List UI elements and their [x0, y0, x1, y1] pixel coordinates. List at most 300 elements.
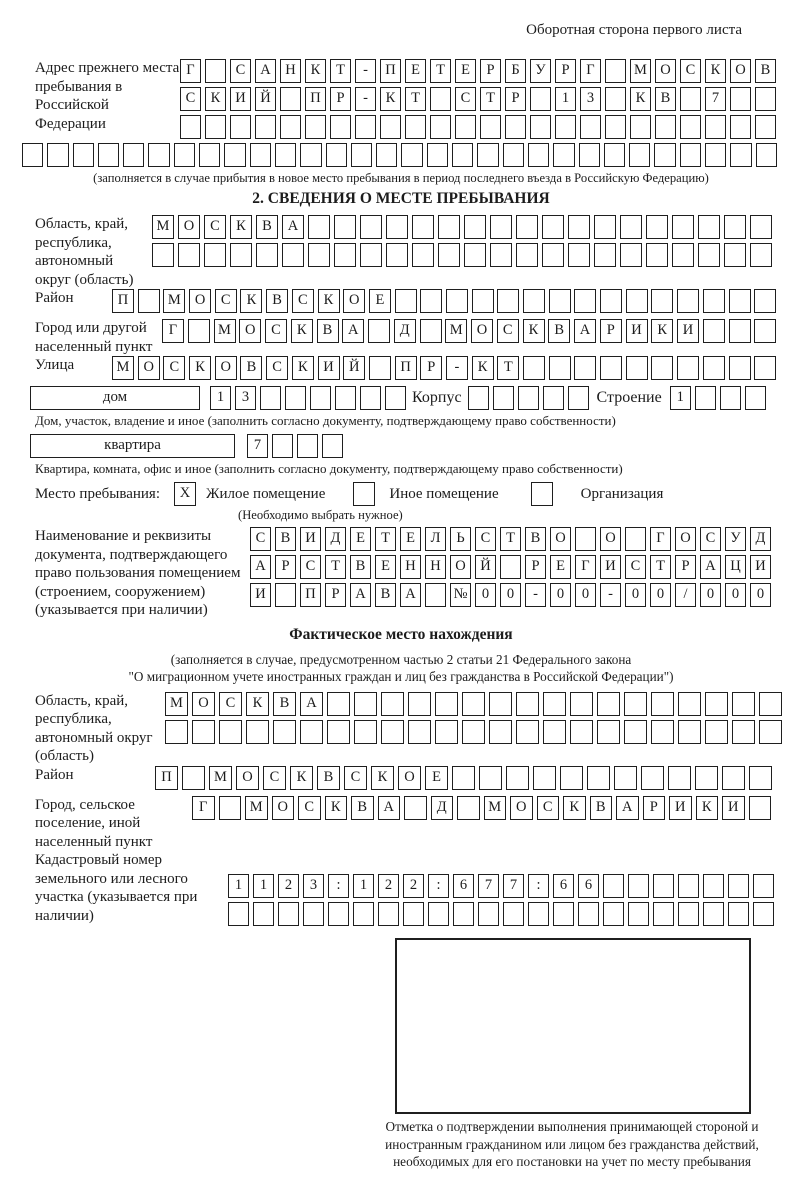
char-cell[interactable]: [653, 902, 674, 926]
char-cell[interactable]: [478, 902, 499, 926]
char-cell[interactable]: 3: [235, 386, 256, 410]
char-cell[interactable]: О: [189, 289, 211, 313]
char-cell[interactable]: [574, 356, 596, 380]
char-cell[interactable]: А: [255, 59, 276, 83]
char-cell[interactable]: О: [471, 319, 493, 343]
char-cell[interactable]: [165, 720, 188, 744]
char-cell[interactable]: [380, 115, 401, 139]
char-cell[interactable]: [462, 720, 485, 744]
char-cell[interactable]: К: [630, 87, 651, 111]
char-cell[interactable]: [516, 215, 538, 239]
char-cell[interactable]: 0: [500, 583, 521, 607]
char-cell[interactable]: [174, 143, 195, 167]
char-cell[interactable]: [646, 215, 668, 239]
char-cell[interactable]: [703, 319, 725, 343]
char-cell[interactable]: [278, 902, 299, 926]
char-cell[interactable]: [528, 902, 549, 926]
char-cell[interactable]: [490, 215, 512, 239]
char-cell[interactable]: 0: [475, 583, 496, 607]
char-cell[interactable]: Т: [405, 87, 426, 111]
char-cell[interactable]: К: [380, 87, 401, 111]
char-cell[interactable]: [275, 143, 296, 167]
char-cell[interactable]: В: [266, 289, 288, 313]
char-cell[interactable]: [489, 720, 512, 744]
char-cell[interactable]: [479, 766, 502, 790]
char-cell[interactable]: [178, 243, 200, 267]
char-cell[interactable]: С: [265, 319, 287, 343]
char-cell[interactable]: А: [250, 555, 271, 579]
char-cell[interactable]: О: [236, 766, 259, 790]
char-cell[interactable]: Й: [343, 356, 365, 380]
char-cell[interactable]: [753, 874, 774, 898]
char-cell[interactable]: [605, 59, 626, 83]
char-cell[interactable]: [732, 692, 755, 716]
char-cell[interactable]: [543, 692, 566, 716]
char-cell[interactable]: [750, 215, 772, 239]
char-cell[interactable]: 2: [403, 874, 424, 898]
char-cell[interactable]: [680, 115, 701, 139]
char-cell[interactable]: Р: [555, 59, 576, 83]
char-cell[interactable]: [430, 115, 451, 139]
char-cell[interactable]: Т: [330, 59, 351, 83]
char-cell[interactable]: И: [230, 87, 251, 111]
char-cell[interactable]: 3: [580, 87, 601, 111]
char-cell[interactable]: [230, 115, 251, 139]
char-cell[interactable]: [703, 289, 725, 313]
stay-type-checkbox-residential[interactable]: X: [174, 482, 196, 506]
char-cell[interactable]: [497, 289, 519, 313]
char-cell[interactable]: [199, 143, 220, 167]
char-cell[interactable]: [260, 386, 281, 410]
char-cell[interactable]: П: [380, 59, 401, 83]
char-cell[interactable]: [516, 720, 539, 744]
char-cell[interactable]: 6: [578, 874, 599, 898]
char-cell[interactable]: [750, 243, 772, 267]
char-cell[interactable]: 0: [700, 583, 721, 607]
char-cell[interactable]: [756, 143, 777, 167]
char-cell[interactable]: С: [680, 59, 701, 83]
char-cell[interactable]: [446, 289, 468, 313]
char-cell[interactable]: [578, 902, 599, 926]
char-cell[interactable]: 7: [247, 434, 268, 458]
char-cell[interactable]: С: [625, 555, 646, 579]
char-cell[interactable]: [553, 143, 574, 167]
char-cell[interactable]: [123, 143, 144, 167]
char-cell[interactable]: [310, 386, 331, 410]
char-cell[interactable]: О: [730, 59, 751, 83]
char-cell[interactable]: О: [510, 796, 533, 820]
char-cell[interactable]: [205, 115, 226, 139]
char-cell[interactable]: [678, 692, 701, 716]
char-cell[interactable]: С: [250, 527, 271, 551]
char-cell[interactable]: [620, 243, 642, 267]
char-cell[interactable]: [500, 555, 521, 579]
char-cell[interactable]: [555, 115, 576, 139]
char-cell[interactable]: С: [219, 692, 242, 716]
char-cell[interactable]: 7: [503, 874, 524, 898]
char-cell[interactable]: [600, 356, 622, 380]
char-cell[interactable]: [403, 902, 424, 926]
char-cell[interactable]: В: [256, 215, 278, 239]
char-cell[interactable]: [308, 215, 330, 239]
char-cell[interactable]: 0: [625, 583, 646, 607]
char-cell[interactable]: О: [272, 796, 295, 820]
char-cell[interactable]: [568, 215, 590, 239]
char-cell[interactable]: [570, 692, 593, 716]
char-cell[interactable]: И: [722, 796, 745, 820]
char-cell[interactable]: С: [163, 356, 185, 380]
char-cell[interactable]: [651, 289, 673, 313]
char-cell[interactable]: -: [525, 583, 546, 607]
char-cell[interactable]: [405, 115, 426, 139]
char-cell[interactable]: В: [317, 319, 339, 343]
char-cell[interactable]: [625, 527, 646, 551]
char-cell[interactable]: [425, 583, 446, 607]
char-cell[interactable]: [730, 143, 751, 167]
char-cell[interactable]: [523, 356, 545, 380]
char-cell[interactable]: Й: [475, 555, 496, 579]
char-cell[interactable]: С: [263, 766, 286, 790]
char-cell[interactable]: Д: [750, 527, 771, 551]
char-cell[interactable]: [755, 87, 776, 111]
char-cell[interactable]: [386, 243, 408, 267]
char-cell[interactable]: [568, 243, 590, 267]
char-cell[interactable]: В: [351, 796, 374, 820]
char-cell[interactable]: [655, 115, 676, 139]
char-cell[interactable]: [472, 289, 494, 313]
char-cell[interactable]: [255, 115, 276, 139]
char-cell[interactable]: 7: [478, 874, 499, 898]
char-cell[interactable]: -: [355, 87, 376, 111]
char-cell[interactable]: [672, 215, 694, 239]
char-cell[interactable]: -: [446, 356, 468, 380]
char-cell[interactable]: [322, 434, 343, 458]
char-cell[interactable]: М: [214, 319, 236, 343]
char-cell[interactable]: М: [630, 59, 651, 83]
char-cell[interactable]: Ц: [725, 555, 746, 579]
char-cell[interactable]: Т: [500, 527, 521, 551]
char-cell[interactable]: М: [484, 796, 507, 820]
char-cell[interactable]: Е: [425, 766, 448, 790]
char-cell[interactable]: И: [600, 555, 621, 579]
char-cell[interactable]: [732, 720, 755, 744]
char-cell[interactable]: [604, 143, 625, 167]
char-cell[interactable]: Р: [480, 59, 501, 83]
char-cell[interactable]: [219, 720, 242, 744]
char-cell[interactable]: [401, 143, 422, 167]
char-cell[interactable]: 0: [725, 583, 746, 607]
char-cell[interactable]: С: [300, 555, 321, 579]
char-cell[interactable]: 6: [453, 874, 474, 898]
char-cell[interactable]: [568, 386, 589, 410]
char-cell[interactable]: 1: [253, 874, 274, 898]
char-cell[interactable]: [381, 692, 404, 716]
char-cell[interactable]: [330, 115, 351, 139]
char-cell[interactable]: [182, 766, 205, 790]
char-cell[interactable]: [579, 143, 600, 167]
char-cell[interactable]: А: [350, 583, 371, 607]
char-cell[interactable]: У: [530, 59, 551, 83]
char-cell[interactable]: Е: [375, 555, 396, 579]
stay-type-checkbox-other-premises[interactable]: [353, 482, 375, 506]
char-cell[interactable]: К: [523, 319, 545, 343]
char-cell[interactable]: №: [450, 583, 471, 607]
char-cell[interactable]: К: [563, 796, 586, 820]
char-cell[interactable]: [749, 796, 772, 820]
char-cell[interactable]: К: [291, 319, 313, 343]
char-cell[interactable]: [580, 115, 601, 139]
char-cell[interactable]: К: [371, 766, 394, 790]
char-cell[interactable]: И: [677, 319, 699, 343]
char-cell[interactable]: [272, 434, 293, 458]
char-cell[interactable]: [462, 692, 485, 716]
char-cell[interactable]: [668, 766, 691, 790]
char-cell[interactable]: [629, 143, 650, 167]
char-cell[interactable]: М: [112, 356, 134, 380]
char-cell[interactable]: [47, 143, 68, 167]
char-cell[interactable]: [327, 692, 350, 716]
char-cell[interactable]: [651, 720, 674, 744]
char-cell[interactable]: [759, 720, 782, 744]
char-cell[interactable]: О: [450, 555, 471, 579]
char-cell[interactable]: [653, 874, 674, 898]
char-cell[interactable]: Д: [325, 527, 346, 551]
char-cell[interactable]: 1: [228, 874, 249, 898]
char-cell[interactable]: [516, 243, 538, 267]
char-cell[interactable]: [477, 143, 498, 167]
char-cell[interactable]: [594, 215, 616, 239]
char-cell[interactable]: [273, 720, 296, 744]
char-cell[interactable]: 3: [303, 874, 324, 898]
char-cell[interactable]: Р: [505, 87, 526, 111]
char-cell[interactable]: [334, 243, 356, 267]
char-cell[interactable]: [672, 243, 694, 267]
char-cell[interactable]: [703, 356, 725, 380]
char-cell[interactable]: [646, 243, 668, 267]
char-cell[interactable]: [280, 115, 301, 139]
char-cell[interactable]: Г: [575, 555, 596, 579]
char-cell[interactable]: Р: [675, 555, 696, 579]
char-cell[interactable]: В: [375, 583, 396, 607]
char-cell[interactable]: [543, 720, 566, 744]
char-cell[interactable]: [754, 319, 776, 343]
char-cell[interactable]: Р: [275, 555, 296, 579]
char-cell[interactable]: [369, 356, 391, 380]
char-cell[interactable]: 2: [378, 874, 399, 898]
char-cell[interactable]: [360, 386, 381, 410]
char-cell[interactable]: С: [455, 87, 476, 111]
char-cell[interactable]: [230, 243, 252, 267]
char-cell[interactable]: [308, 243, 330, 267]
char-cell[interactable]: [703, 874, 724, 898]
char-cell[interactable]: Е: [550, 555, 571, 579]
char-cell[interactable]: И: [318, 356, 340, 380]
char-cell[interactable]: [205, 59, 226, 83]
char-cell[interactable]: О: [192, 692, 215, 716]
char-cell[interactable]: С: [298, 796, 321, 820]
char-cell[interactable]: [395, 289, 417, 313]
char-cell[interactable]: [528, 143, 549, 167]
char-cell[interactable]: В: [317, 766, 340, 790]
char-cell[interactable]: [355, 115, 376, 139]
char-cell[interactable]: Р: [325, 583, 346, 607]
char-cell[interactable]: [603, 874, 624, 898]
char-cell[interactable]: [354, 692, 377, 716]
char-cell[interactable]: М: [163, 289, 185, 313]
char-cell[interactable]: [480, 115, 501, 139]
char-cell[interactable]: [22, 143, 43, 167]
char-cell[interactable]: С: [537, 796, 560, 820]
char-cell[interactable]: [677, 356, 699, 380]
char-cell[interactable]: [430, 87, 451, 111]
char-cell[interactable]: 1: [210, 386, 231, 410]
char-cell[interactable]: [678, 902, 699, 926]
char-cell[interactable]: [282, 243, 304, 267]
char-cell[interactable]: [722, 766, 745, 790]
char-cell[interactable]: [386, 215, 408, 239]
char-cell[interactable]: [705, 115, 726, 139]
char-cell[interactable]: [452, 766, 475, 790]
char-cell[interactable]: [605, 115, 626, 139]
char-cell[interactable]: [720, 386, 741, 410]
char-cell[interactable]: 0: [550, 583, 571, 607]
char-cell[interactable]: [464, 243, 486, 267]
char-cell[interactable]: 7: [705, 87, 726, 111]
char-cell[interactable]: М: [152, 215, 174, 239]
char-cell[interactable]: [729, 356, 751, 380]
char-cell[interactable]: Т: [480, 87, 501, 111]
char-cell[interactable]: О: [655, 59, 676, 83]
char-cell[interactable]: Ь: [450, 527, 471, 551]
char-cell[interactable]: 0: [650, 583, 671, 607]
char-cell[interactable]: Р: [420, 356, 442, 380]
char-cell[interactable]: [678, 720, 701, 744]
char-cell[interactable]: А: [282, 215, 304, 239]
char-cell[interactable]: М: [445, 319, 467, 343]
char-cell[interactable]: П: [155, 766, 178, 790]
char-cell[interactable]: -: [600, 583, 621, 607]
char-cell[interactable]: [628, 874, 649, 898]
char-cell[interactable]: [695, 766, 718, 790]
char-cell[interactable]: [354, 720, 377, 744]
char-cell[interactable]: О: [343, 289, 365, 313]
char-cell[interactable]: [614, 766, 637, 790]
char-cell[interactable]: Е: [369, 289, 391, 313]
char-cell[interactable]: 0: [575, 583, 596, 607]
char-cell[interactable]: О: [239, 319, 261, 343]
char-cell[interactable]: 1: [353, 874, 374, 898]
char-cell[interactable]: [468, 386, 489, 410]
char-cell[interactable]: [597, 720, 620, 744]
char-cell[interactable]: [754, 356, 776, 380]
char-cell[interactable]: [335, 386, 356, 410]
char-cell[interactable]: [275, 583, 296, 607]
char-cell[interactable]: [180, 115, 201, 139]
char-cell[interactable]: [549, 289, 571, 313]
char-cell[interactable]: К: [651, 319, 673, 343]
char-cell[interactable]: Р: [643, 796, 666, 820]
char-cell[interactable]: Д: [431, 796, 454, 820]
char-cell[interactable]: О: [215, 356, 237, 380]
char-cell[interactable]: Т: [325, 555, 346, 579]
char-cell[interactable]: -: [355, 59, 376, 83]
char-cell[interactable]: 1: [555, 87, 576, 111]
char-cell[interactable]: [503, 143, 524, 167]
char-cell[interactable]: [412, 243, 434, 267]
char-cell[interactable]: [428, 902, 449, 926]
char-cell[interactable]: [455, 115, 476, 139]
char-cell[interactable]: Г: [580, 59, 601, 83]
char-cell[interactable]: Г: [650, 527, 671, 551]
char-cell[interactable]: С: [475, 527, 496, 551]
char-cell[interactable]: К: [292, 356, 314, 380]
char-cell[interactable]: М: [165, 692, 188, 716]
char-cell[interactable]: С: [230, 59, 251, 83]
char-cell[interactable]: [305, 115, 326, 139]
char-cell[interactable]: [285, 386, 306, 410]
char-cell[interactable]: [724, 215, 746, 239]
char-cell[interactable]: О: [675, 527, 696, 551]
char-cell[interactable]: [152, 243, 174, 267]
char-cell[interactable]: К: [290, 766, 313, 790]
char-cell[interactable]: Г: [180, 59, 201, 83]
char-cell[interactable]: [224, 143, 245, 167]
char-cell[interactable]: В: [273, 692, 296, 716]
char-cell[interactable]: [253, 902, 274, 926]
char-cell[interactable]: К: [246, 692, 269, 716]
char-cell[interactable]: [630, 115, 651, 139]
char-cell[interactable]: [412, 215, 434, 239]
char-cell[interactable]: Г: [162, 319, 184, 343]
char-cell[interactable]: [435, 720, 458, 744]
char-cell[interactable]: [505, 115, 526, 139]
char-cell[interactable]: [624, 720, 647, 744]
char-cell[interactable]: С: [204, 215, 226, 239]
char-cell[interactable]: [303, 902, 324, 926]
char-cell[interactable]: К: [318, 289, 340, 313]
char-cell[interactable]: А: [574, 319, 596, 343]
char-cell[interactable]: [73, 143, 94, 167]
char-cell[interactable]: [328, 902, 349, 926]
char-cell[interactable]: [695, 386, 716, 410]
char-cell[interactable]: [680, 143, 701, 167]
char-cell[interactable]: В: [755, 59, 776, 83]
char-cell[interactable]: [678, 874, 699, 898]
char-cell[interactable]: М: [209, 766, 232, 790]
char-cell[interactable]: [438, 215, 460, 239]
char-cell[interactable]: Р: [330, 87, 351, 111]
char-cell[interactable]: [651, 356, 673, 380]
char-cell[interactable]: О: [550, 527, 571, 551]
char-cell[interactable]: [404, 796, 427, 820]
char-cell[interactable]: К: [325, 796, 348, 820]
char-cell[interactable]: А: [300, 692, 323, 716]
char-cell[interactable]: [755, 115, 776, 139]
char-cell[interactable]: [518, 386, 539, 410]
char-cell[interactable]: [453, 902, 474, 926]
char-cell[interactable]: [256, 243, 278, 267]
char-cell[interactable]: [376, 143, 397, 167]
char-cell[interactable]: Т: [497, 356, 519, 380]
char-cell[interactable]: П: [305, 87, 326, 111]
char-cell[interactable]: И: [669, 796, 692, 820]
char-cell[interactable]: [490, 243, 512, 267]
char-cell[interactable]: В: [240, 356, 262, 380]
char-cell[interactable]: [381, 720, 404, 744]
char-cell[interactable]: [641, 766, 664, 790]
char-cell[interactable]: [420, 289, 442, 313]
char-cell[interactable]: [730, 87, 751, 111]
